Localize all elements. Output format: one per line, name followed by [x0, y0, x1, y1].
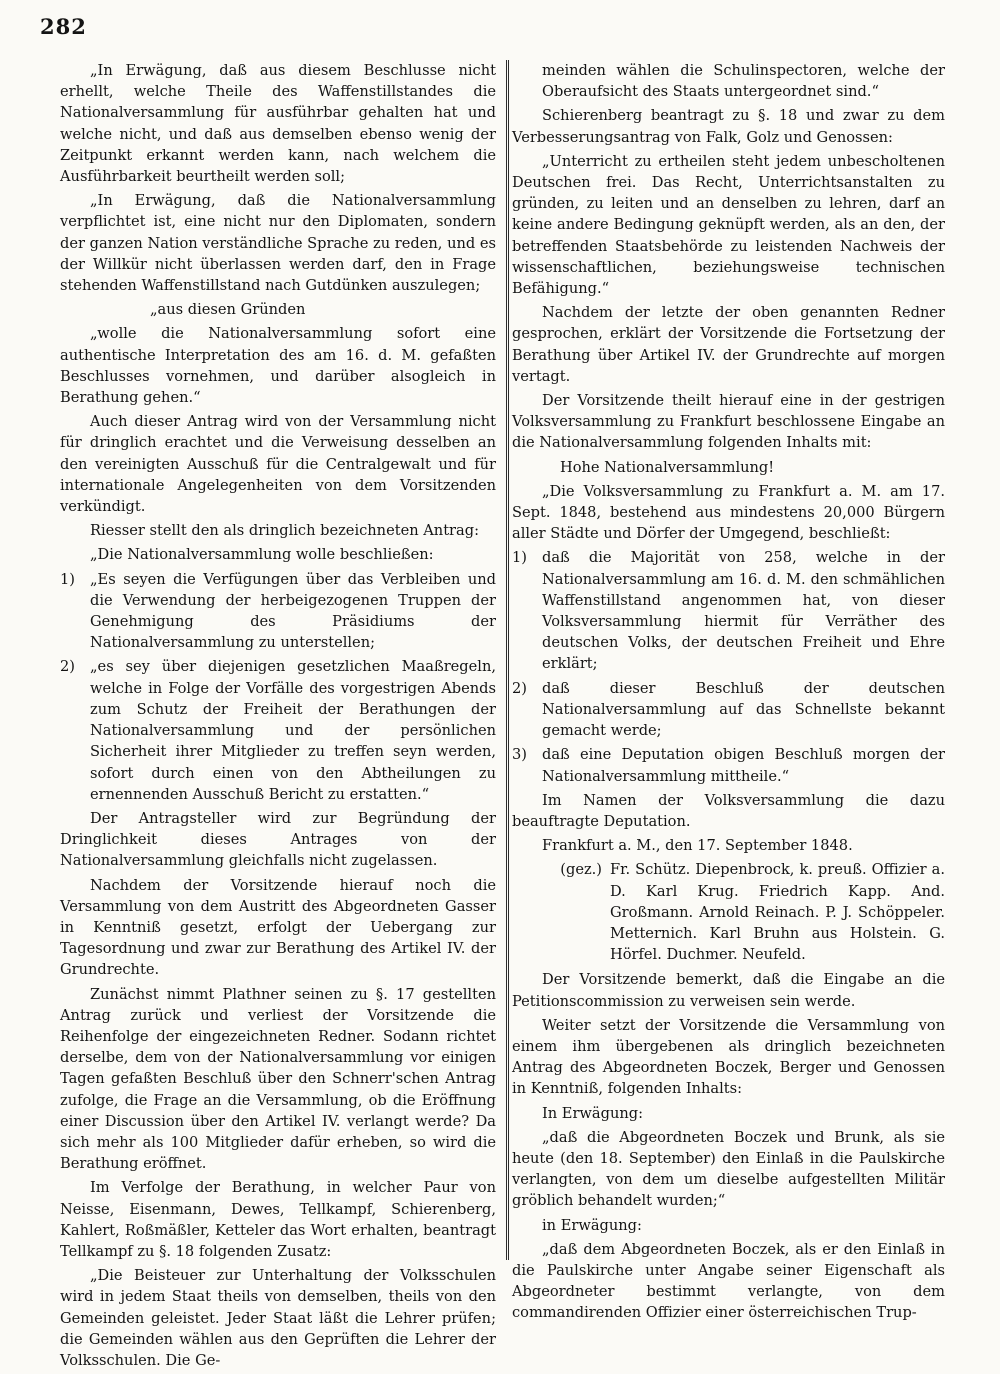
salutation: Hohe Nationalversammlung! — [560, 458, 775, 476]
list-item — [512, 678, 945, 742]
paragraph: Im Namen der Volksversammlung die dazu beauftragte Deputation. — [512, 791, 945, 830]
paragraph: Der Antragsteller wird zur Begründung der Dringlichkeit dieses Antrages von der Nationalversammlung gleichfalls nicht zugelassen. — [60, 809, 496, 870]
list-text: daß dieser Beschluß der deutschen Nationalversammlung auf das Schnellste bekannt gemacht werde; — [542, 679, 945, 740]
column-divider — [506, 60, 509, 1260]
paragraph: „Unterricht zu ertheilen steht jedem unbescholtenen Deutschen frei. Das Recht, Unterrichtsanstalten zu gründen, zu leiten und an denselben zu lehren, darf an keine andere Bedingung geknüpft werden, als an den, der betreffenden Staatsbehörde zu leistenden Nachweis der wissenschaftlichen, beziehungsweise technischen Befähigung.“ — [512, 152, 945, 298]
paragraph: „daß die Abgeordneten Boczek und Brunk, als sie heute (den 18. September) den Einlaß in die Paulskirche verlangten, von dem um dieselbe aufgestellten Militär gröblich behandelt wurden;“ — [512, 1128, 945, 1210]
paragraph: Nachdem der Vorsitzende hierauf noch die Versammlung von dem Austritt des Abgeordneten Gasser in Kenntniß gesetzt, erfolgt der Uebergang zur Tagesordnung und zwar zur Berathung des Artikel IV. der Grundrechte. — [60, 876, 496, 979]
paragraph: „In Erwägung, daß die Nationalversammlung verpflichtet ist, eine nicht nur den Diplomaten, sondern der ganzen Nation verständliche Sprache zu reden, und es der Willkür nicht überlassen werden darf, den in Frage stehenden Waffenstillstand nach Gutdünken auszulegen; — [60, 192, 496, 295]
list-text: „Es seyen die Verfügungen über das Verbleiben und die Verwendung der herbeigezogenen Truppen der Genehmigung des Präsidiums der Nationalversammlung zu unterstellen; — [90, 570, 496, 652]
list-item — [60, 569, 496, 654]
right-column — [512, 60, 945, 1327]
paragraph: „aus diesen Gründen — [150, 301, 306, 319]
paragraph: Der Vorsitzende bemerkt, daß die Eingabe an die Petitionscommission zu verweisen sein werde. — [512, 971, 945, 1010]
paragraph: Auch dieser Antrag wird von der Versammlung nicht für dringlich erachtet und die Verweisung desselben an den vereinigten Ausschuß für die Centralgewalt und für internationale Angelegenheiten von dem Vorsitzenden verkündigt. — [60, 413, 496, 516]
list-number: 1) — [60, 570, 75, 588]
list-item — [512, 744, 945, 786]
paragraph: Riesser stellt den als dringlich bezeichneten Antrag: — [90, 522, 479, 540]
paragraph: „Die Nationalversammlung wolle beschließen: — [90, 546, 434, 564]
paragraph: „Die Volksversammlung zu Frankfurt a. M. am 17. Sept. 1848, bestehend aus mindestens 20,000 Bürgern aller Städte und Dörfer der Umgegend, beschließt: — [512, 482, 945, 543]
paragraph: Nachdem der letzte der oben genannten Redner gesprochen, erklärt der Vorsitzende die Fortsetzung der Berathung über Artikel IV. der Grundrechte auf morgen vertagt. — [512, 304, 945, 385]
paragraph: in Erwägung: — [542, 1216, 642, 1234]
paragraph: „daß dem Abgeordneten Boczek, als er den Einlaß in die Paulskirche unter Angabe seiner Eigenschaft als Abgeordneter bestimmt verlangte, von dem commandirenden Offizier einer österreichischen Trup- — [512, 1240, 945, 1322]
list-text: „es sey über diejenigen gesetzlichen Maaßregeln, welche in Folge der Vorfälle des vorgestrigen Abends zum Schutz der Freiheit der Berathungen der Nationalversammlung und der persönlichen Sicherheit ihrer Mitglieder zu treffen seyn werden, sofort durch einen von den Abtheilungen zu ernennenden Ausschuß Bericht zu erstatten.“ — [90, 658, 496, 803]
list-number: 3) — [512, 746, 527, 764]
paragraph: „wolle die Nationalversammlung sofort eine authentische Interpretation des am 16. d. M. gefaßten Beschlusses vornehmen, und darüber alsogleich in Berathung gehen.“ — [60, 325, 496, 407]
paragraph: Schierenberg beantragt zu §. 18 und zwar zu dem Verbesserungsantrag von Falk, Golz und Genossen: — [512, 107, 945, 146]
paragraph: „Die Beisteuer zur Unterhaltung der Volksschulen wird in jedem Staat theils von demselben, theils von den Gemeinden geleistet. Jeder Staat läßt die Lehrer prüfen; die Gemeinden wählen aus den Geprüften die Lehrer der Volksschulen. Die Ge- — [60, 1267, 496, 1369]
list-text: daß die Majorität von 258, welche in der Nationalversammlung am 16. d. M. den schmählichen Waffenstillstand angenommen hat, von dieser Volksversammlung hiermit für Verräther des deutschen Volks, der deutschen Freiheit und Ehre erklärt; — [542, 549, 945, 673]
date-line: Frankfurt a. M., den 17. September 1848. — [542, 837, 853, 855]
paragraph: Zunächst nimmt Plathner seinen zu §. 17 gestellten Antrag zurück und verliest der Vorsitzende die Reihenfolge der eingezeichneten Redner. Sodann richtet derselbe, dem von der Nationalversammlung vor einigen Tagen gefaßten Beschluß über den Schnerr'schen Antrag zufolge, die Frage an die Versammlung, ob die Eröffnung einer Discussion über den Artikel IV. verlangt werde? Da sich mehr als 100 Mitglieder dafür erheben, so wird die Berathung eröffnet. — [60, 985, 496, 1173]
page-number: 282 — [40, 14, 87, 39]
list-text: daß eine Deputation obigen Beschluß morgen der Nationalversammlung mittheile.“ — [542, 746, 945, 785]
paragraph: In Erwägung: — [542, 1104, 644, 1122]
paragraph: Im Verfolge der Berathung, in welcher Paur von Neisse, Eisenmann, Dewes, Tellkampf, Schierenberg, Kahlert, Roßmäßler, Ketteler das Wort erhalten, beantragt Tellkampf zu §. 18 folgenden Zusatz: — [60, 1179, 496, 1260]
paragraph: Der Vorsitzende theilt hierauf eine in der gestrigen Volksversammlung zu Frankfurt beschlossene Eingabe an die Nationalversammlung folgenden Inhalts mit: — [512, 392, 945, 452]
list-item — [60, 656, 496, 804]
list-number: 2) — [60, 658, 75, 676]
list-number: 1) — [512, 549, 527, 567]
paragraph: meinden wählen die Schulinspectoren, welche der Oberaufsicht des Staats untergeordnet sind.“ — [542, 62, 945, 101]
paragraph: „In Erwägung, daß aus diesem Beschlusse nicht erhellt, welche Theile des Waffenstillstandes die Nationalversammlung für ausführbar gehalten hat und welche nicht, und daß aus demselben ebenso wenig der Zeitpunkt erkannt werden kann, nach welchem die Ausführbarkeit beurtheilt werden soll; — [60, 62, 496, 186]
paragraph: Weiter setzt der Vorsitzende die Versammlung von einem ihm übergebenen als dringlich bezeichneten Antrag des Abgeordneten Boczek, Berger und Genossen in Kenntniß, folgenden Inhalts: — [512, 1016, 945, 1098]
list-number: 2) — [512, 679, 527, 697]
signatories — [512, 859, 945, 965]
signature-names: Fr. Schütz. Diepenbrock, k. preuß. Offizier a. D. Karl Krug. Friedrich Kapp. And. Großmann. Arnold Reinach. P. J. Schöppeler. Metternich. Karl Bruhn aus Holstein. G. Hörfel. Duchmer. Neufeld. — [610, 861, 945, 964]
list-item — [512, 547, 945, 674]
signature-prefix: (gez.) — [560, 861, 602, 879]
left-column — [60, 60, 496, 1374]
